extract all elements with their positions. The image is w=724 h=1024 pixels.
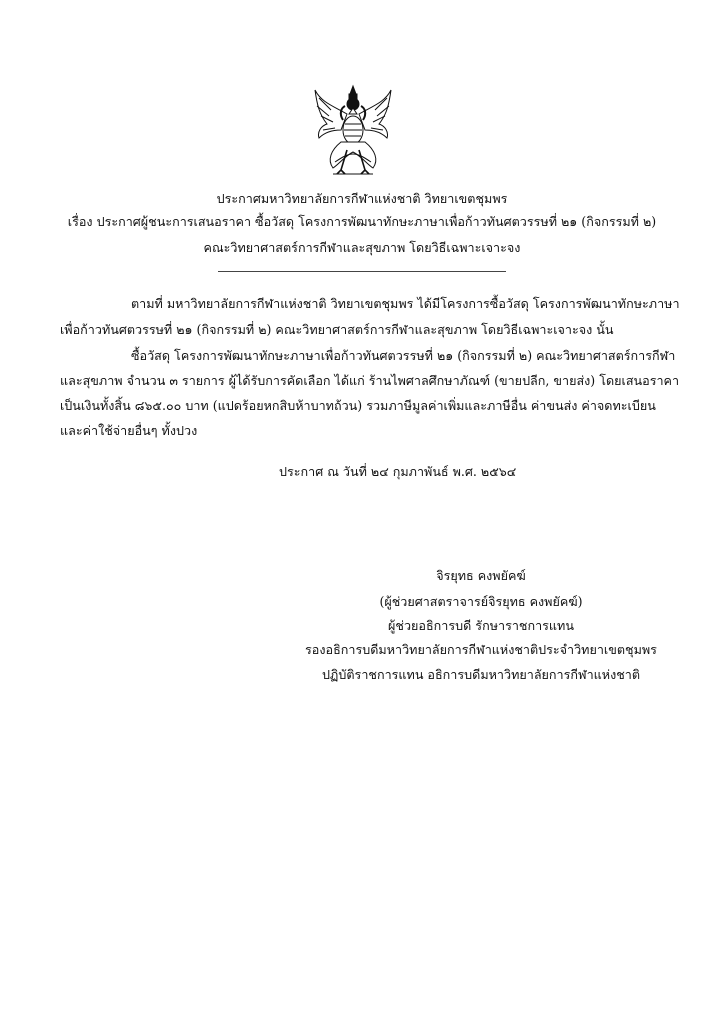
announcement-date: ประกาศ ณ วันที่ ๒๔ กุมภาพันธ์ พ.ศ. ๒๕๖๔ [279, 464, 517, 479]
header-divider [218, 271, 506, 272]
signer-role-2: รองอธิการบดีมหาวิทยาลัยการกีฬาแห่งชาติประจำวิทยาเขตชุมพร [305, 642, 657, 657]
paragraph-2-line-3: เป็นเงินทั้งสิ้น ๘๖๕.๐๐ บาท (แปดร้อยหกสิบห้าบาทถ้วน) รวมภาษีมูลค่าเพิ่มและภาษีอื่น ค่าขนส่ง ค่าจดทะเบียน [60, 398, 656, 413]
paragraph-2-line-2: และสุขภาพ จำนวน ๓ รายการ ผู้ได้รับการคัดเลือก ได้แก่ ร้านไพศาลศึกษาภัณฑ์ (ขายปลีก, ขายส่ง) โดยเสนอราคา [60, 373, 680, 388]
garuda-emblem-icon [311, 84, 395, 178]
signer-role-1: ผู้ช่วยอธิการบดี รักษาราชการแทน [388, 618, 574, 633]
signer-name-parenthesized: (ผู้ช่วยศาสตราจารย์จิรยุทธ คงพยัคฆ์) [379, 594, 583, 609]
signer-role-3: ปฏิบัติราชการแทน อธิการบดีมหาวิทยาลัยการกีฬาแห่งชาติ [321, 667, 641, 682]
paragraph-2-line-4: และค่าใช้จ่ายอื่นๆ ทั้งปวง [60, 423, 198, 438]
paragraph-1-line-1: ตามที่ มหาวิทยาลัยการกีฬาแห่งชาติ วิทยาเขตชุมพร ได้มีโครงการซื้อวัสดุ โครงการพัฒนาทักษะภาษา [131, 296, 680, 311]
announcement-title: ประกาศมหาวิทยาลัยการกีฬาแห่งชาติ วิทยาเขตชุมพร [216, 191, 508, 206]
signer-name: จิรยุทธ คงพยัคฆ์ [436, 568, 526, 583]
subject-line-2: คณะวิทยาศาสตร์การกีฬาและสุขภาพ โดยวิธีเฉพาะเจาะจง [203, 240, 521, 255]
paragraph-1-line-2: เพื่อก้าวทันศตวรรษที่ ๒๑ (กิจกรรมที่ ๒) คณะวิทยาศาสตร์การกีฬาและสุขภาพ โดยวิธีเฉพาะเจาะจง นั้น [60, 322, 614, 337]
subject-line-1: เรื่อง ประกาศผู้ชนะการเสนอราคา ซื้อวัสดุ โครงการพัฒนาทักษะภาษาเพื่อก้าวทันศตวรรษที่ ๒๑ (กิจกรรมที่ ๒) [67, 214, 657, 229]
paragraph-2-line-1: ซื้อวัสดุ โครงการพัฒนาทักษะภาษาเพื่อก้าวทันศตวรรษที่ ๒๑ (กิจกรรมที่ ๒) คณะวิทยาศาสตร์การกีฬา [131, 348, 676, 363]
